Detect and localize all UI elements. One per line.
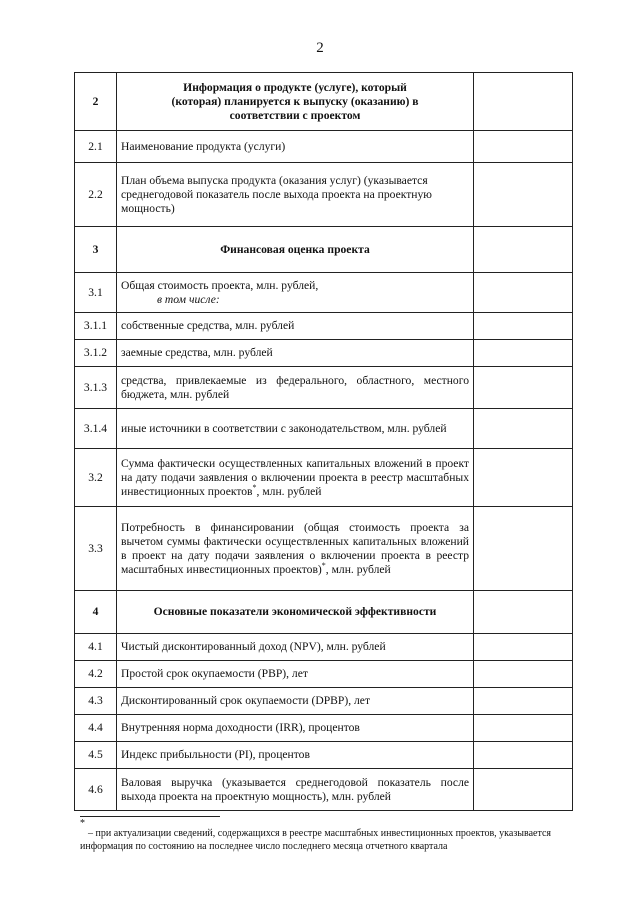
- table-row: [75, 769, 573, 811]
- row-description: Дисконтированный срок окупаемости (DPBP), лет: [117, 688, 474, 715]
- footnote-ref: *: [321, 560, 326, 570]
- row-number: 3.2: [75, 449, 117, 507]
- table-row: [75, 661, 573, 688]
- value-cell: [474, 409, 573, 449]
- footnote-mark: *: [80, 818, 85, 829]
- table-row: [75, 507, 573, 591]
- value-cell: [474, 340, 573, 367]
- row-description: [117, 507, 474, 591]
- value-cell: [474, 273, 573, 313]
- row-number: 4.2: [75, 661, 117, 688]
- row-number: 2.2: [75, 163, 117, 227]
- row-number: 4.3: [75, 688, 117, 715]
- row-description-sub: в том числе:: [157, 292, 220, 306]
- value-cell: [474, 227, 573, 273]
- table-row-section-4: [75, 591, 573, 634]
- row-number: 2.1: [75, 131, 117, 163]
- row-description: Наименование продукта (услуги): [117, 131, 474, 163]
- table-row: [75, 449, 573, 507]
- row-number: 3.3: [75, 507, 117, 591]
- footnote-separator: [80, 816, 220, 817]
- row-number: 3.1: [75, 273, 117, 313]
- value-cell: [474, 449, 573, 507]
- row-description: иные источники в соответствии с законодательством, млн. рублей: [117, 409, 474, 449]
- row-description: Финансовая оценка проекта: [117, 227, 474, 273]
- project-info-table: [74, 72, 573, 811]
- table-row: [75, 688, 573, 715]
- row-number: 4.6: [75, 769, 117, 811]
- row-number: 4: [75, 591, 117, 634]
- row-number: 4.5: [75, 742, 117, 769]
- table-row: [75, 742, 573, 769]
- row-description: Индекс прибыльности (PI), процентов: [117, 742, 474, 769]
- value-cell: [474, 769, 573, 811]
- table-row: [75, 409, 573, 449]
- row-description: Простой срок окупаемости (PBP), лет: [117, 661, 474, 688]
- row-description: План объема выпуска продукта (оказания услуг) (указывается среднегодовой показатель после выхода проекта на проектную мощность): [117, 163, 474, 227]
- row-number: 3.1.2: [75, 340, 117, 367]
- footnote-text: – при актуализации сведений, содержащихся в реестре масштабных инвестиционных проектов, указывается информация по состоянию на последнее число последнего месяца отчетного квартала: [80, 828, 551, 852]
- row-number: 2: [75, 73, 117, 131]
- row-description: Валовая выручка (указывается среднегодовой показатель после выхода проекта на проектную мощность), млн. рублей: [117, 769, 474, 811]
- row-number: 3: [75, 227, 117, 273]
- row-description: Чистый дисконтированный доход (NPV), млн. рублей: [117, 634, 474, 661]
- page-number: 2: [316, 40, 324, 56]
- value-cell: [474, 742, 573, 769]
- value-cell: [474, 367, 573, 409]
- row-description: Основные показатели экономической эффективности: [117, 591, 474, 634]
- row-description: Информация о продукте (услуге), который (которая) планируется к выпуску (оказанию) в соответствии с проектом: [117, 73, 474, 131]
- table-row: [75, 634, 573, 661]
- table-row: [75, 313, 573, 340]
- row-description-text: Сумма фактически осуществленных капитальных вложений в проект на дату подачи заявления о включении проекта в реестр масштабных инвестиционных проектов: [121, 456, 469, 498]
- table-row: [75, 163, 573, 227]
- row-description: собственные средства, млн. рублей: [117, 313, 474, 340]
- row-number: 4.4: [75, 715, 117, 742]
- table-row: [75, 367, 573, 409]
- row-description-tail: , млн. рублей: [325, 562, 391, 576]
- row-description: средства, привлекаемые из федерального, областного, местного бюджета, млн. рублей: [117, 367, 474, 409]
- row-description-main: Общая стоимость проекта, млн. рублей,: [121, 278, 319, 292]
- row-description: Внутренняя норма доходности (IRR), процентов: [117, 715, 474, 742]
- value-cell: [474, 634, 573, 661]
- table-row-section-3: [75, 227, 573, 273]
- row-number: 3.1.4: [75, 409, 117, 449]
- value-cell: [474, 688, 573, 715]
- table-row: [75, 273, 573, 313]
- table-row-section-2: [75, 73, 573, 131]
- value-cell: [474, 661, 573, 688]
- table-row: [75, 715, 573, 742]
- value-cell: [474, 507, 573, 591]
- footnote-ref: *: [252, 482, 257, 492]
- value-cell: [474, 313, 573, 340]
- table-row: [75, 131, 573, 163]
- value-cell: [474, 131, 573, 163]
- row-description: [117, 273, 474, 313]
- row-number: 4.1: [75, 634, 117, 661]
- row-number: 3.1.3: [75, 367, 117, 409]
- row-description-text: Потребность в финансировании (общая стоимость проекта за вычетом суммы фактически осуществленных капитальных вложений в проект на дату подачи заявления о включении проекта в реестр масштабных инвестиционных проектов): [121, 520, 469, 576]
- value-cell: [474, 591, 573, 634]
- row-description-tail: , млн. рублей: [256, 484, 322, 498]
- row-description: [117, 449, 474, 507]
- row-description: заемные средства, млн. рублей: [117, 340, 474, 367]
- value-cell: [474, 715, 573, 742]
- value-cell: [474, 163, 573, 227]
- row-number: 3.1.1: [75, 313, 117, 340]
- table-row: [75, 340, 573, 367]
- value-cell: [474, 73, 573, 131]
